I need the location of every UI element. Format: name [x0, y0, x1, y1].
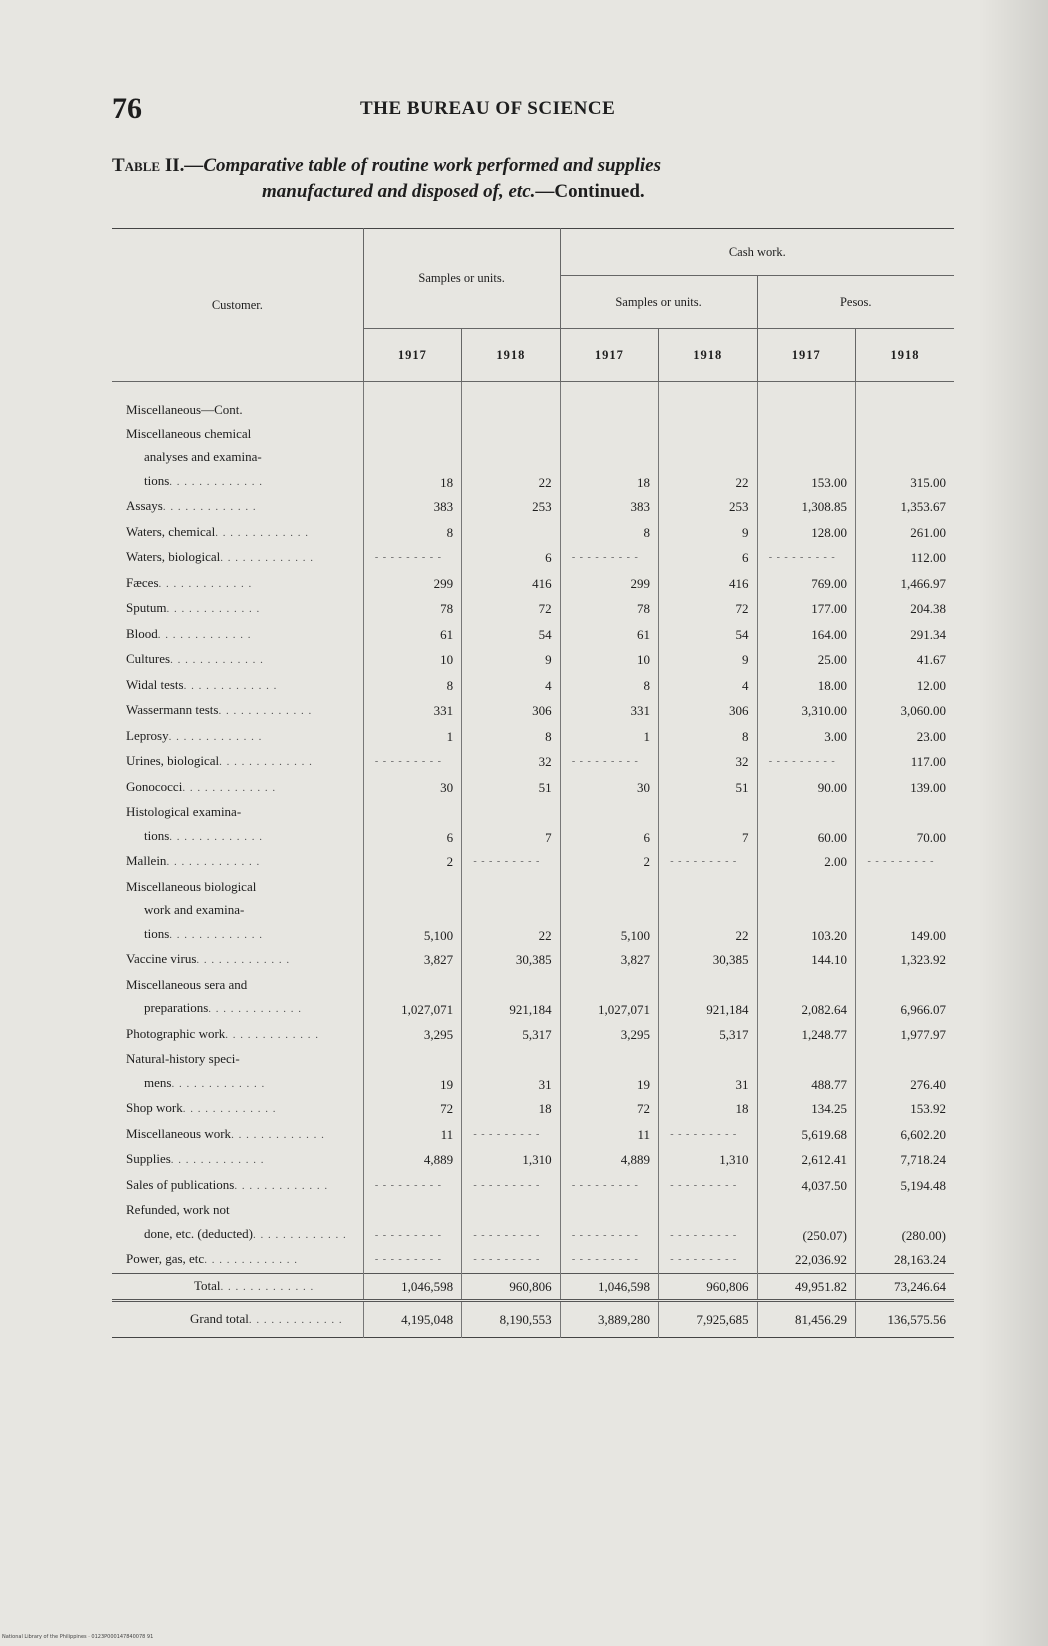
- row-label: Assays. . . . . . . . . . . . .: [126, 498, 257, 513]
- table-cell: 7: [659, 800, 757, 849]
- table-row: [112, 1047, 954, 1096]
- table-cell: 331: [363, 698, 461, 724]
- table-row: [112, 422, 954, 495]
- table-cell: 22: [462, 875, 560, 948]
- row-label: Sputum. . . . . . . . . . . . .: [126, 600, 261, 615]
- table-cell: 921,184: [659, 973, 757, 1022]
- table-cell: 291.34: [855, 622, 954, 648]
- section-heading: Miscellaneous—Cont.: [126, 402, 243, 417]
- grand-total-label: Grand total. . . . . . . . . . . . .: [112, 1301, 363, 1338]
- header-cash-samples-units: Samples or units.: [560, 276, 757, 329]
- table-cell: - - - - - - - - -: [363, 545, 461, 571]
- table-cell: 315.00: [855, 422, 954, 495]
- header-year: 1918: [462, 329, 560, 382]
- row-label: Wassermann tests. . . . . . . . . . . . .: [126, 702, 313, 717]
- table-cell: 72: [462, 596, 560, 622]
- table-cell: - - - - - - - - -: [462, 849, 560, 875]
- table-cell: - - - - - - - - -: [855, 849, 954, 875]
- table-cell: 921,184: [462, 973, 560, 1022]
- table-cell: 12.00: [855, 673, 954, 699]
- header-cash-work: Cash work.: [560, 229, 954, 276]
- table-row: [112, 1147, 954, 1173]
- table-row: [112, 849, 954, 875]
- table-cell: - - - - - - - - -: [757, 545, 855, 571]
- table-cell: 3,295: [560, 1022, 658, 1048]
- header-year: 1917: [560, 329, 658, 382]
- header-year: 1917: [363, 329, 461, 382]
- table-row: [112, 673, 954, 699]
- table-cell: 2.00: [757, 849, 855, 875]
- row-label: Leprosy. . . . . . . . . . . . .: [126, 727, 263, 743]
- table-cell: - - - - - - - - -: [659, 849, 757, 875]
- table-row: [112, 973, 954, 1022]
- running-head: THE BUREAU OF SCIENCE: [360, 98, 616, 119]
- row-label: Histological examina- tions. . . . . . . . . . . . .: [126, 804, 264, 843]
- table-cell: 19: [560, 1047, 658, 1096]
- table-cell: 49,951.82: [757, 1273, 855, 1301]
- table-cell: - - - - - - - - -: [560, 545, 658, 571]
- table-cell: 2: [363, 849, 461, 875]
- row-label: Fæces. . . . . . . . . . . . .: [126, 574, 253, 590]
- table-cell: 78: [560, 596, 658, 622]
- table-cell: 32: [659, 749, 757, 775]
- table-cell: - - - - - - - - -: [462, 1247, 560, 1273]
- table-cell: 2,082.64: [757, 973, 855, 1022]
- table-cell: 261.00: [855, 520, 954, 546]
- row-label: Widal tests. . . . . . . . . . . . .: [126, 676, 278, 692]
- table-cell: 72: [363, 1096, 461, 1122]
- table-cell: 1,027,071: [560, 973, 658, 1022]
- table-row: [112, 520, 954, 546]
- table-cell: - - - - - - - - -: [560, 1198, 658, 1247]
- table-cell: 416: [659, 571, 757, 597]
- table-cell: 5,317: [659, 1022, 757, 1048]
- table-cell: 81,456.29: [757, 1301, 855, 1338]
- table-row: [112, 698, 954, 724]
- table-cell: - - - - - - - - -: [560, 1173, 658, 1199]
- table-cell: - - - - - - - - -: [363, 1173, 461, 1199]
- table-cell: 3,295: [363, 1022, 461, 1048]
- table-row: [112, 724, 954, 750]
- page-shadow: [978, 0, 1048, 1646]
- table-cell: 299: [560, 571, 658, 597]
- table-cell: (250.07): [757, 1198, 855, 1247]
- table-cell: 149.00: [855, 875, 954, 948]
- row-label: Natural-history speci- mens. . . . . . . . . . . . .: [126, 1051, 266, 1090]
- row-label: Blood. . . . . . . . . . . . .: [126, 625, 252, 641]
- table-cell: 30: [363, 775, 461, 801]
- header-year: 1918: [659, 329, 757, 382]
- table-cell: - - - - - - - - -: [560, 749, 658, 775]
- table-row: [112, 947, 954, 973]
- table-cell: 1,308.85: [757, 494, 855, 520]
- table-cell: - - - - - - - - -: [659, 1247, 757, 1273]
- table-cell: 9: [659, 520, 757, 546]
- table-cell: 3.00: [757, 724, 855, 750]
- table-row: [112, 1022, 954, 1048]
- table-row: [112, 1198, 954, 1247]
- table-cell: 19: [363, 1047, 461, 1096]
- table-cell: 2,612.41: [757, 1147, 855, 1173]
- table-cell: - - - - - - - - -: [659, 1173, 757, 1199]
- table-cell: 204.38: [855, 596, 954, 622]
- row-label: Mallein. . . . . . . . . . . . .: [126, 853, 261, 868]
- table-cell: 9: [659, 647, 757, 673]
- table-cell: 4: [462, 673, 560, 699]
- table-cell: 30,385: [659, 947, 757, 973]
- caption-line-2: manufactured and disposed of, etc.: [262, 181, 536, 202]
- table-cell: 8: [363, 520, 461, 546]
- table-cell: 103.20: [757, 875, 855, 948]
- table-cell: 1,310: [659, 1147, 757, 1173]
- header-customer: Customer.: [112, 229, 363, 382]
- table-cell: 11: [363, 1122, 461, 1148]
- table-cell: - - - - - - - - -: [363, 1198, 461, 1247]
- table-caption: [112, 153, 972, 205]
- table-row: [112, 875, 954, 948]
- table-cell: 1: [363, 724, 461, 750]
- table-cell: 5,619.68: [757, 1122, 855, 1148]
- table-cell: 3,310.00: [757, 698, 855, 724]
- row-label: Shop work. . . . . . . . . . . . .: [126, 1100, 277, 1115]
- table-cell: - - - - - - - - -: [363, 749, 461, 775]
- table-cell: 78: [363, 596, 461, 622]
- table-row: [112, 622, 954, 648]
- table-cell: 72: [659, 596, 757, 622]
- table-cell: 117.00: [855, 749, 954, 775]
- header-year: 1917: [757, 329, 855, 382]
- row-label: Miscellaneous work. . . . . . . . . . . . .: [126, 1125, 325, 1141]
- table-row: [112, 571, 954, 597]
- table-cell: 4,889: [560, 1147, 658, 1173]
- table-cell: 11: [560, 1122, 658, 1148]
- table-cell: 1,323.92: [855, 947, 954, 973]
- table-cell: 1,353.67: [855, 494, 954, 520]
- table-cell: 139.00: [855, 775, 954, 801]
- table-cell: 61: [363, 622, 461, 648]
- table-cell: 136,575.56: [855, 1301, 954, 1338]
- table-row: [112, 749, 954, 775]
- table-cell: 1,046,598: [560, 1273, 658, 1301]
- table-cell: 22: [659, 875, 757, 948]
- table-cell: 8: [560, 520, 658, 546]
- table-cell: 18: [462, 1096, 560, 1122]
- table-cell: 128.00: [757, 520, 855, 546]
- table-cell: [462, 520, 560, 546]
- table-cell: 1,466.97: [855, 571, 954, 597]
- table-cell: 22: [462, 422, 560, 495]
- row-label: Supplies. . . . . . . . . . . . .: [126, 1151, 265, 1166]
- table-cell: 41.67: [855, 647, 954, 673]
- table-row: [112, 1122, 954, 1148]
- table-cell: 7,925,685: [659, 1301, 757, 1338]
- table-cell: 164.00: [757, 622, 855, 648]
- table-cell: 73,246.64: [855, 1273, 954, 1301]
- table-cell: - - - - - - - - -: [462, 1173, 560, 1199]
- table-cell: 7,718.24: [855, 1147, 954, 1173]
- table-cell: 306: [462, 698, 560, 724]
- table-row: [112, 647, 954, 673]
- row-label: Waters, biological. . . . . . . . . . . . .: [126, 549, 315, 564]
- table-cell: 306: [659, 698, 757, 724]
- table-cell: 2: [560, 849, 658, 875]
- table-cell: 3,060.00: [855, 698, 954, 724]
- table-cell: - - - - - - - - -: [659, 1122, 757, 1148]
- table-cell: 253: [462, 494, 560, 520]
- grand-total-row: [112, 1301, 954, 1338]
- table-cell: 32: [462, 749, 560, 775]
- table-cell: 1,310: [462, 1147, 560, 1173]
- table-cell: 8,190,553: [462, 1301, 560, 1338]
- table-cell: 6: [560, 800, 658, 849]
- table-cell: 90.00: [757, 775, 855, 801]
- table-row: [112, 1096, 954, 1122]
- table-cell: - - - - - - - - -: [560, 1247, 658, 1273]
- table-cell: 1,046,598: [363, 1273, 461, 1301]
- table-cell: 1: [560, 724, 658, 750]
- table-cell: 51: [659, 775, 757, 801]
- header-year: 1918: [855, 329, 954, 382]
- table-cell: 22,036.92: [757, 1247, 855, 1273]
- table-cell: 276.40: [855, 1047, 954, 1096]
- table-cell: 960,806: [659, 1273, 757, 1301]
- row-label: Waters, chemical. . . . . . . . . . . . .: [126, 523, 309, 539]
- table-cell: 31: [462, 1047, 560, 1096]
- table-cell: 3,827: [363, 947, 461, 973]
- table-cell: 31: [659, 1047, 757, 1096]
- table-row: [112, 1247, 954, 1273]
- table-cell: 30: [560, 775, 658, 801]
- row-label: Gonococci. . . . . . . . . . . . .: [126, 778, 277, 794]
- table-cell: 5,100: [560, 875, 658, 948]
- table-row: [112, 494, 954, 520]
- table-row: [112, 800, 954, 849]
- table-cell: 22: [659, 422, 757, 495]
- table-cell: 153.92: [855, 1096, 954, 1122]
- total-row: [112, 1273, 954, 1301]
- table-cell: 4,195,048: [363, 1301, 461, 1338]
- table-row: [112, 596, 954, 622]
- table-cell: 488.77: [757, 1047, 855, 1096]
- caption-suffix: —Continued.: [535, 181, 645, 202]
- table-cell: 7: [462, 800, 560, 849]
- table-cell: 8: [462, 724, 560, 750]
- table-cell: 51: [462, 775, 560, 801]
- table-cell: 299: [363, 571, 461, 597]
- table-cell: 331: [560, 698, 658, 724]
- table-cell: 6: [462, 545, 560, 571]
- table-cell: 6: [659, 545, 757, 571]
- table-cell: 3,889,280: [560, 1301, 658, 1338]
- page-number: 76: [112, 92, 142, 125]
- row-label: Miscellaneous sera and preparations. . . . . . . . . . . . .: [126, 976, 303, 1015]
- table-cell: - - - - - - - - -: [757, 749, 855, 775]
- table-cell: 4: [659, 673, 757, 699]
- table-cell: 10: [560, 647, 658, 673]
- table-cell: 5,100: [363, 875, 461, 948]
- table-cell: 416: [462, 571, 560, 597]
- table-cell: 4,037.50: [757, 1173, 855, 1199]
- table-cell: 3,827: [560, 947, 658, 973]
- caption-line-1: —Comparative table of routine work performed and supplies: [184, 155, 661, 176]
- row-label: Miscellaneous biological work and examina- tions. . . . . . . . . . . . .: [126, 878, 264, 941]
- table-cell: - - - - - - - - -: [363, 1247, 461, 1273]
- table-cell: - - - - - - - - -: [462, 1122, 560, 1148]
- table-cell: 60.00: [757, 800, 855, 849]
- table-cell: 769.00: [757, 571, 855, 597]
- table-cell: 253: [659, 494, 757, 520]
- table-cell: 5,194.48: [855, 1173, 954, 1199]
- table-cell: 70.00: [855, 800, 954, 849]
- row-label: Urines, biological. . . . . . . . . . . . .: [126, 753, 313, 768]
- table-cell: 1,977.97: [855, 1022, 954, 1048]
- footer-note: National Library of the Philippines · 0123P000147840078 91: [2, 1634, 154, 1640]
- table-cell: 6,966.07: [855, 973, 954, 1022]
- table-cell: 383: [560, 494, 658, 520]
- table-cell: 30,385: [462, 947, 560, 973]
- table-cell: 8: [363, 673, 461, 699]
- total-label: Total. . . . . . . . . . . . .: [112, 1273, 363, 1301]
- table-cell: 9: [462, 647, 560, 673]
- table-cell: 383: [363, 494, 461, 520]
- table-cell: 8: [659, 724, 757, 750]
- table-cell: 134.25: [757, 1096, 855, 1122]
- table-cell: (280.00): [855, 1198, 954, 1247]
- routine-work-table: [112, 228, 954, 1338]
- table-cell: 144.10: [757, 947, 855, 973]
- table-cell: 72: [560, 1096, 658, 1122]
- row-label: Sales of publications. . . . . . . . . . . . .: [126, 1176, 329, 1192]
- table-cell: - - - - - - - - -: [462, 1198, 560, 1247]
- table-cell: 18: [560, 422, 658, 495]
- row-label: Vaccine virus. . . . . . . . . . . . .: [126, 951, 291, 966]
- table-cell: 177.00: [757, 596, 855, 622]
- table-label: Table II.: [112, 155, 185, 176]
- table-cell: 23.00: [855, 724, 954, 750]
- table-cell: 54: [462, 622, 560, 648]
- table-cell: 61: [560, 622, 658, 648]
- table-cell: 25.00: [757, 647, 855, 673]
- table-cell: 112.00: [855, 545, 954, 571]
- table-cell: 1,027,071: [363, 973, 461, 1022]
- table-cell: 153.00: [757, 422, 855, 495]
- row-label: Photographic work. . . . . . . . . . . . .: [126, 1025, 320, 1041]
- row-label: Power, gas, etc. . . . . . . . . . . . .: [126, 1251, 298, 1266]
- table-cell: 10: [363, 647, 461, 673]
- header-samples-units: Samples or units.: [363, 229, 560, 329]
- table-cell: 5,317: [462, 1022, 560, 1048]
- table-row: [112, 1173, 954, 1199]
- table-cell: - - - - - - - - -: [659, 1198, 757, 1247]
- table-cell: 4,889: [363, 1147, 461, 1173]
- table-cell: 54: [659, 622, 757, 648]
- header-pesos: Pesos.: [757, 276, 954, 329]
- row-label: Cultures. . . . . . . . . . . . .: [126, 651, 264, 666]
- table-cell: 6: [363, 800, 461, 849]
- table-cell: 6,602.20: [855, 1122, 954, 1148]
- row-label: Miscellaneous chemical analyses and examina- tions. . . . . . . . . . . . .: [126, 425, 264, 488]
- table-cell: 960,806: [462, 1273, 560, 1301]
- table-cell: 1,248.77: [757, 1022, 855, 1048]
- row-label: Refunded, work not done, etc. (deducted). . . . . . . . . . . . .: [126, 1202, 347, 1241]
- table-cell: 18.00: [757, 673, 855, 699]
- table-cell: 28,163.24: [855, 1247, 954, 1273]
- table-row: [112, 775, 954, 801]
- table-cell: 8: [560, 673, 658, 699]
- table-cell: 18: [659, 1096, 757, 1122]
- table-cell: 18: [363, 422, 461, 495]
- table-row: [112, 545, 954, 571]
